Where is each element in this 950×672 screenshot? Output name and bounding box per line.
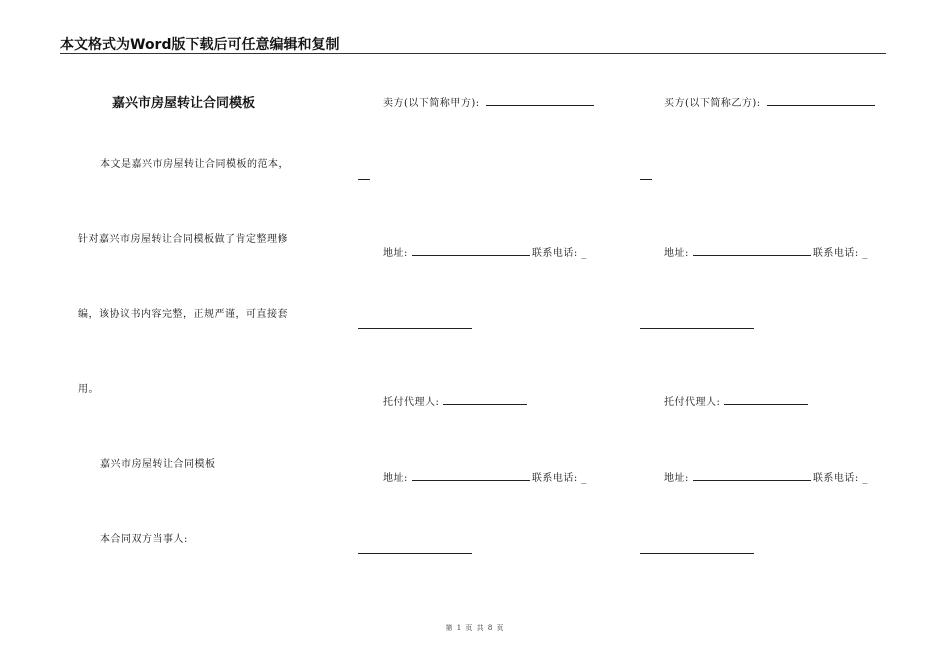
intro-line-1: 本文是嘉兴市房屋转让合同模板的范本， [100,159,289,170]
seller-agent-phone-label: 联系电话: _ [531,473,587,484]
buyer-party-field [664,94,875,109]
document-title: 嘉兴市房屋转让合同模板 [112,96,256,111]
buyer-address-label: 地址: [664,248,689,259]
seller-phone-label: 联系电话: _ [531,248,587,259]
buyer-agent-phone-blank [640,553,754,554]
seller-agent-blank [443,395,527,405]
seller-address-label: 地址: [383,248,408,259]
header-divider [60,53,886,54]
intro-line-4: 用。 [78,384,99,395]
buyer-agent-address-field [664,469,868,484]
buyer-agent-blank [724,395,808,405]
page-footer: 第 1 页 共 8 页 [445,624,505,632]
parties-label: 本合同双方当事人: [100,534,188,545]
seller-name-blank [486,96,594,106]
seller-address-blank [412,246,530,256]
buyer-phone-label: 联系电话: _ [812,248,868,259]
seller-agent-field [383,393,527,408]
buyer-agent-label: 托付代理人: [664,397,721,408]
seller-agent-address-label: 地址: [383,473,408,484]
seller-agent-phone-blank [358,553,472,554]
intro-line-3: 编，该协议书内容完整，正规严谨，可直接套 [78,309,288,320]
buyer-party-label: 买方(以下简称乙方): [664,98,761,109]
seller-address-field [383,244,587,259]
buyer-address-blank [693,246,811,256]
intro-line-2: 针对嘉兴市房屋转让合同模板做了肯定整理修 [78,234,288,245]
seller-party-label: 卖方(以下简称甲方): [383,98,480,109]
buyer-agent-address-blank [693,471,811,481]
seller-party-field [383,94,594,109]
buyer-address-field [664,244,868,259]
contract-subtitle: 嘉兴市房屋转让合同模板 [100,459,216,470]
buyer-agent-address-label: 地址: [664,473,689,484]
seller-agent-address-field [383,469,587,484]
seller-name-continuation [358,179,370,180]
page-header-title: 本文格式为Word版下载后可任意编辑和复制 [60,37,340,53]
seller-agent-label: 托付代理人: [383,397,440,408]
buyer-name-continuation [640,179,652,180]
buyer-phone-blank [640,328,754,329]
buyer-agent-field [664,393,808,408]
seller-agent-address-blank [412,471,530,481]
seller-phone-blank [358,328,472,329]
buyer-agent-phone-label: 联系电话: _ [812,473,868,484]
buyer-name-blank [767,96,875,106]
